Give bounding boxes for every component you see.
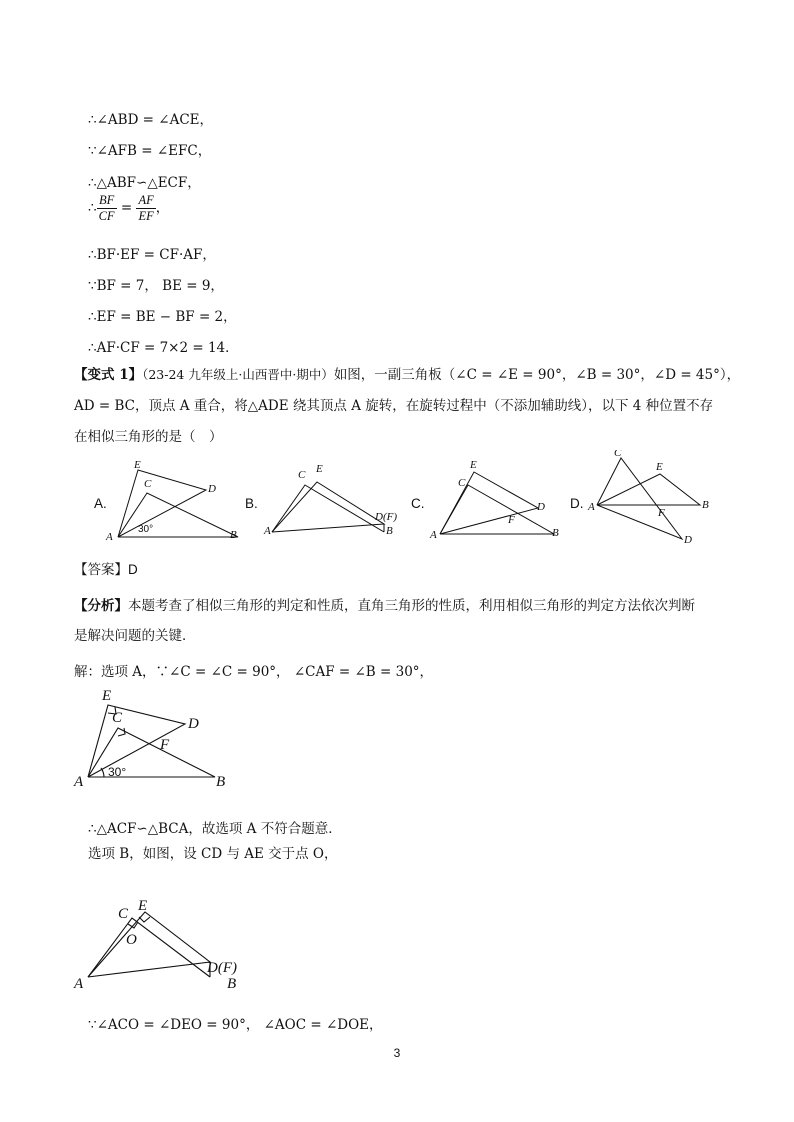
fig-a-label-D: D <box>188 716 199 732</box>
solution-line-2: ∴△ACF∽△BCA，故选项 A 不符合题意． <box>88 821 342 837</box>
analysis-line-1 <box>74 594 695 614</box>
fig-a-label-A: A <box>74 774 84 790</box>
option-a-label: A. <box>94 496 107 511</box>
opt-c-label-D: D <box>537 501 545 513</box>
fig-b-label-E: E <box>138 898 148 914</box>
opt-a-label-D: D <box>208 483 216 495</box>
fraction-numerator: BF <box>97 193 117 209</box>
fraction-bf-cf <box>97 193 117 224</box>
proof-line-2: ∵∠AFB = ∠EFC， <box>88 143 212 159</box>
variant-source: （23-24 九年级上·山西晋中·期中） <box>142 367 334 382</box>
opt-d-label-B: B <box>702 499 709 511</box>
figure-option-a <box>70 682 240 797</box>
opt-b-label-B: B <box>386 525 393 537</box>
fraction-denominator: CF <box>98 209 115 223</box>
answer-value: D <box>128 562 138 577</box>
answer-label: 【答案】 <box>74 562 128 578</box>
fig-a-label-F: F <box>160 737 170 753</box>
opt-b-label-DF: D(F) <box>375 511 397 523</box>
opt-d-label-C: C <box>614 450 622 459</box>
option-d-label: D. <box>570 496 584 511</box>
fig-a-label-C: C <box>112 710 123 726</box>
analysis-text-1: 本题考查了相似三角形的判定和性质，直角三角形的性质，利用相似三角形的判定方法依次判断 <box>128 598 695 614</box>
fig-b-label-DF: D(F) <box>207 960 237 976</box>
fig-b-label-A: A <box>74 976 84 992</box>
opt-c-label-C: C <box>458 477 466 489</box>
option-a-triangle-acb <box>118 493 238 537</box>
fig-b-label-B: B <box>227 976 237 992</box>
option-d-triangle-aeb <box>597 474 700 505</box>
variant-line-1 <box>74 363 740 383</box>
page-number: 3 <box>393 1046 401 1060</box>
proof-line-5: ∴BF·EF = CF·AF， <box>88 247 216 263</box>
opt-a-label-B: B <box>230 529 237 541</box>
proof-line-4 <box>88 193 169 224</box>
fig-a-angle-arc <box>101 768 104 777</box>
variant-line-3: 在相似三角形的是（ ） <box>74 429 223 445</box>
proof-line-4-suffix: ， <box>155 200 170 216</box>
opt-b-label-A: A <box>264 525 271 537</box>
variant-text-1: 如图，一副三角板（∠C = ∠E = 90°，∠B = 30°，∠D = 45°）， <box>333 367 741 383</box>
fraction-af-ef <box>136 193 155 224</box>
analysis-label: 【分析】 <box>74 598 128 614</box>
proof-line-7: ∴EF = BE − BF = 2， <box>88 309 237 325</box>
fig-b-triangle-ade <box>88 912 210 977</box>
answer-line <box>74 558 138 578</box>
solution-line-1: 解：选项 A，∵∠C = ∠C = 90°， ∠CAF = ∠B = 30°， <box>74 664 434 680</box>
opt-c-label-F: F <box>508 514 515 526</box>
variant-tag: 【变式 1】 <box>74 367 143 383</box>
proof-line-3: ∴△ABF∽△ECF， <box>88 175 201 191</box>
fraction-numerator: AF <box>138 193 154 207</box>
opt-a-label-E: E <box>134 459 141 471</box>
fig-b-label-O: O <box>126 932 137 948</box>
option-c-label: C. <box>411 496 425 511</box>
opt-d-label-E: E <box>656 461 663 473</box>
opt-b-label-C: C <box>298 469 306 481</box>
opt-c-label-A: A <box>430 529 437 541</box>
opt-a-angle-30: 30° <box>138 524 154 535</box>
fraction-denominator: EF <box>138 209 154 223</box>
proof-line-4-prefix: ∴ <box>88 200 97 216</box>
fig-b-label-C: C <box>118 906 129 922</box>
fig-a-angle-30: 30° <box>108 765 127 779</box>
option-b-label: B. <box>245 496 258 511</box>
fig-a-label-E: E <box>102 688 112 704</box>
proof-line-1: ∴∠ABD = ∠ACE， <box>88 112 214 128</box>
opt-a-label-A: A <box>106 531 113 543</box>
equals-sign: = <box>120 200 133 216</box>
opt-d-label-F: F <box>658 507 665 519</box>
proof-line-6: ∵BF = 7， BE = 9， <box>88 278 224 294</box>
option-a-triangle-ade <box>118 470 206 537</box>
opt-d-label-A: A <box>588 501 595 513</box>
fig-a-triangle-ade <box>88 705 185 777</box>
opt-c-label-E: E <box>470 459 477 471</box>
analysis-line-2: 是解决问题的关键． <box>74 628 196 644</box>
option-b-triangle-ade <box>272 482 384 532</box>
opt-c-label-B: B <box>552 527 559 539</box>
fig-a-label-B: B <box>216 774 226 790</box>
proof-line-8: ∴AF·CF = 7×2 = 14． <box>88 340 239 356</box>
opt-b-label-E: E <box>316 463 323 475</box>
option-c-triangle-ade <box>440 472 538 534</box>
variant-line-2: AD = BC，顶点 A 重合，将△ADE 绕其顶点 A 旋转，在旋转过程中（不添加辅助线），以下 4 种位置不存 <box>74 398 714 414</box>
solution-line-3: 选项 B，如图，设 CD 与 AE 交于点 O， <box>88 846 338 862</box>
figure-option-b <box>70 895 260 995</box>
solution-line-4: ∵∠ACO = ∠DEO = 90°， ∠AOC = ∠DOE， <box>88 1017 383 1033</box>
opt-a-label-C: C <box>144 478 152 490</box>
opt-d-label-D: D <box>684 534 692 546</box>
